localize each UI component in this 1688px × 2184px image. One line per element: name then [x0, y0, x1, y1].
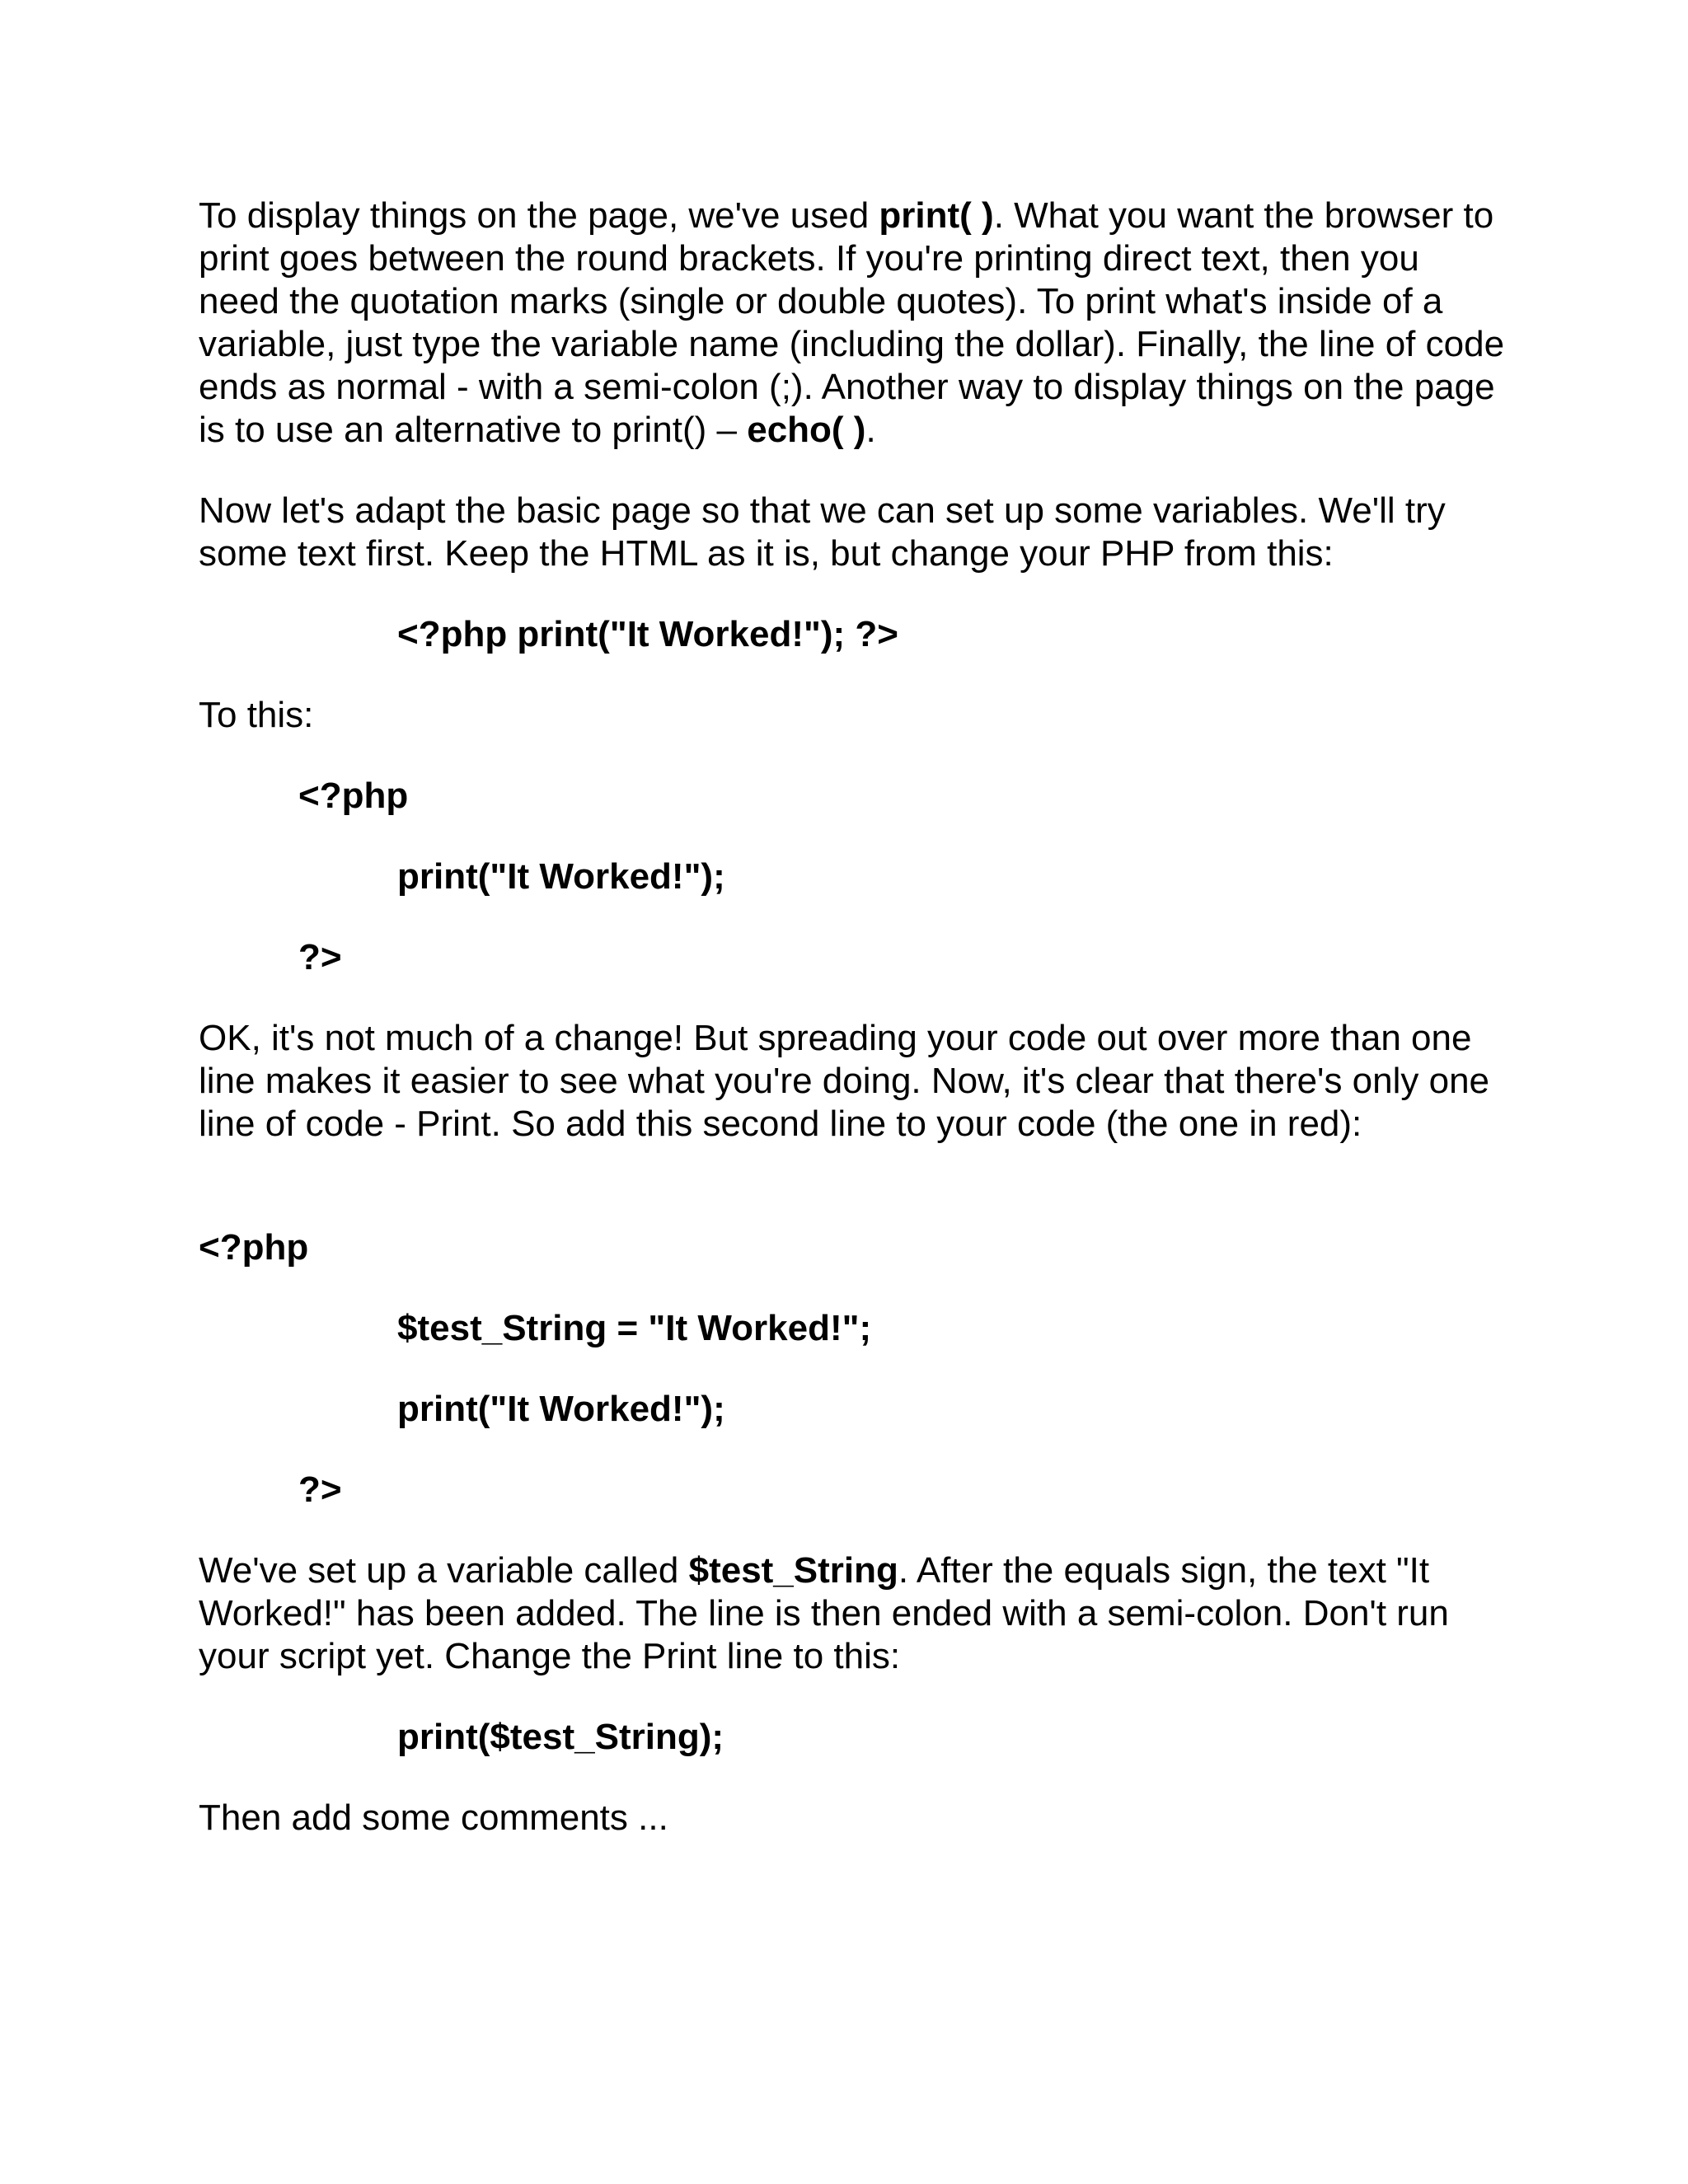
code-line-single: <?php print("It Worked!"); ?>: [397, 614, 898, 654]
code-line-print: print("It Worked!");: [397, 1389, 725, 1429]
spacer: [199, 575, 1509, 613]
code-line-print-variable: print($test_String);: [397, 1717, 724, 1757]
code-line-assign-variable: $test_String = "It Worked!";: [397, 1308, 872, 1348]
spacer: [199, 818, 1509, 855]
text: .: [865, 410, 876, 450]
paragraph-not-much-change: OK, it's not much of a change! But spreading your code out over more than one line makes it easier to see what you're doing. Now, it's clear that there's only one line of code - Print. So add this second line to your code (the one in red):: [199, 1018, 1490, 1144]
spacer: [199, 737, 1509, 775]
paragraph-variable-explained: [199, 1549, 1509, 1678]
bold-print: print( ): [879, 195, 994, 236]
code-line-print: print("It Worked!");: [397, 856, 725, 897]
paragraph-adapt-page: Now let's adapt the basic page so that we can set up some variables. We'll try some text first. Keep the HTML as it is, but change your PHP from this:: [199, 490, 1446, 574]
paragraph-print-intro: [199, 194, 1509, 452]
spacer: [199, 1759, 1509, 1797]
bold-variable-name: $test_String: [688, 1550, 898, 1591]
code-line-close-tag: ?>: [298, 937, 342, 977]
spacer: [199, 1511, 1509, 1549]
spacer: [199, 1269, 1509, 1307]
spacer: [199, 1431, 1509, 1469]
code-line-close-tag: ?>: [298, 1469, 342, 1510]
paragraph-add-comments: Then add some comments ...: [199, 1797, 668, 1838]
text: . After the equals sign, the text "It Worked!" has been added. The line is then ended with a semi-colon. Don't run your script yet. Change the Print line to this:: [199, 1550, 1449, 1676]
bold-echo: echo( ): [747, 410, 866, 450]
spacer: [199, 898, 1509, 936]
text: . What you want the browser to print goes between the round brackets. If you're printing direct text, then you need the quotation marks (single or double quotes). To print what's inside of a variable, just type the variable name (including the dollar). Finally, the line of code ends as normal - with a semi-colon (;). Another way to display things on the page is to use an alternative to print() –: [199, 195, 1505, 450]
spacer: [199, 1146, 1509, 1226]
spacer: [199, 979, 1509, 1017]
text: We've set up a variable called: [199, 1550, 689, 1591]
code-line-open-tag: <?php: [298, 776, 409, 816]
spacer: [199, 1350, 1509, 1388]
spacer: [199, 1678, 1509, 1716]
document-body: [199, 194, 1509, 1840]
spacer: [199, 656, 1509, 694]
text: To display things on the page, we've used: [199, 195, 879, 236]
paragraph-to-this: To this:: [199, 695, 314, 735]
spacer: [199, 452, 1509, 490]
code-line-open-tag: <?php: [199, 1227, 309, 1268]
